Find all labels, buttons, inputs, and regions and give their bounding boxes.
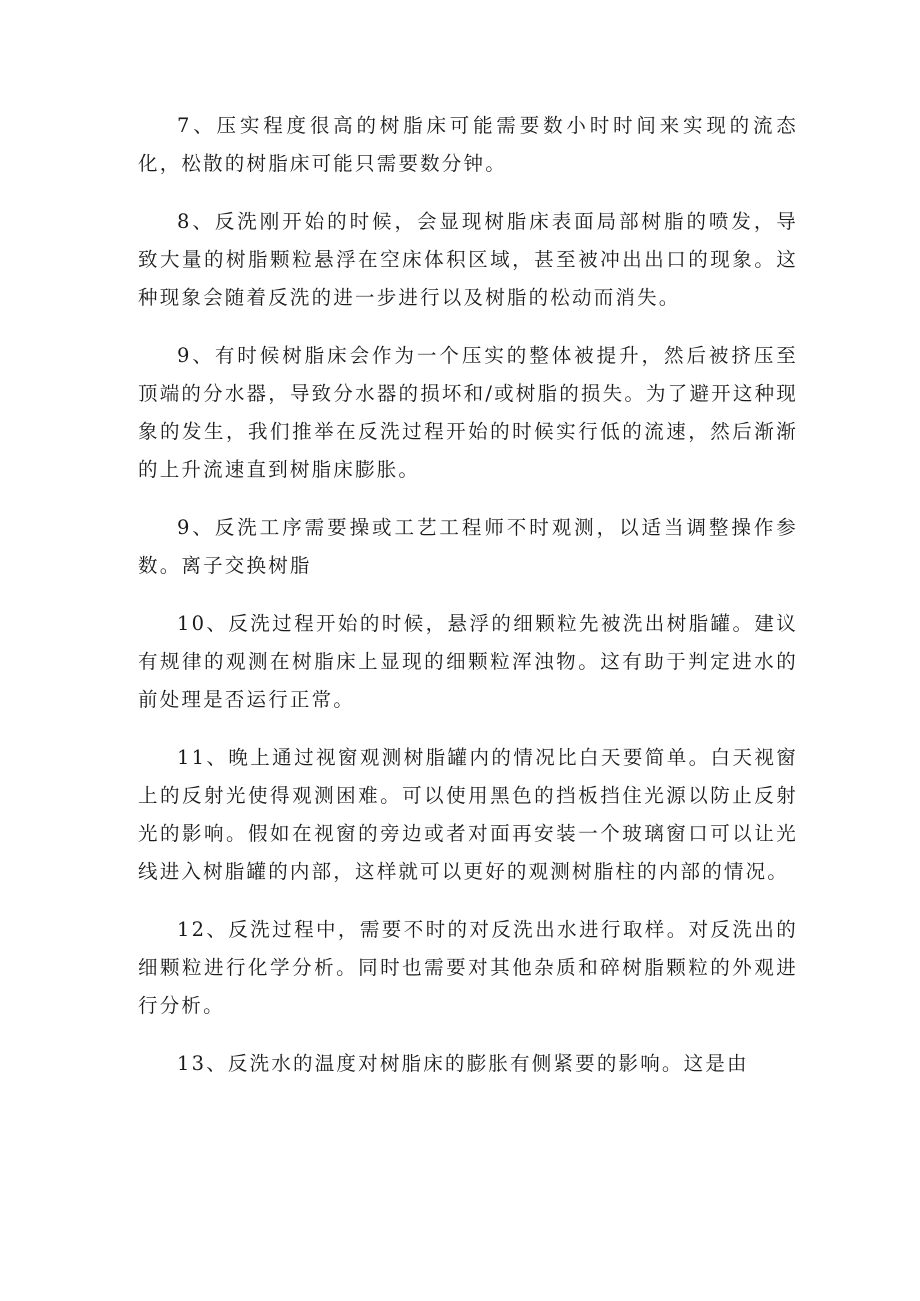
paragraph-10: 10、反洗过程开始的时候，悬浮的细颗粒先被洗出树脂罐。建议有规律的观测在树脂床上显现的细颗粒浑浊物。这有助于判定进水的前处理是否运行正常。 (138, 612, 798, 711)
document-body (138, 107, 798, 1103)
paragraph-11: 11、晚上通过视窗观测树脂罐内的情况比白天要简单。白天视窗上的反射光使得观测困难。可以使用黑色的挡板挡住光源以防止反射光的影响。假如在视窗的旁边或者对面再安装一个玻璃窗口可以让光线进入树脂罐的内部，这样就可以更好的观测树脂柱的内部的情况。 (138, 746, 798, 883)
paragraph-13: 13、反洗水的温度对树脂床的膨胀有侧紧要的影响。这是由 (177, 1052, 749, 1075)
paragraph-9b: 9、反洗工序需要操或工艺工程师不时观测，以适当调整操作参数。离子交换树脂 (138, 516, 798, 577)
paragraph-9a: 9、有时候树脂床会作为一个压实的整体被提升，然后被挤压至顶端的分水器，导致分水器的损坏和/或树脂的损失。为了避开这种现象的发生，我们推举在反洗过程开始的时候实行低的流速，然后渐渐的上升流速直到树脂床膨胀。 (138, 344, 798, 481)
paragraph-12: 12、反洗过程中，需要不时的对反洗出水进行取样。对反洗出的细颗粒进行化学分析。同时也需要对其他杂质和碎树脂颗粒的外观进行分析。 (138, 918, 798, 1017)
paragraph-7: 7、压实程度很高的树脂床可能需要数小时时间来实现的流态化，松散的树脂床可能只需要数分钟。 (138, 114, 798, 175)
paragraph-8: 8、反洗刚开始的时候，会显现树脂床表面局部树脂的喷发，导致大量的树脂颗粒悬浮在空床体积区域，甚至被冲出出口的现象。这种现象会随着反洗的进一步进行以及树脂的松动而消失。 (138, 210, 798, 309)
